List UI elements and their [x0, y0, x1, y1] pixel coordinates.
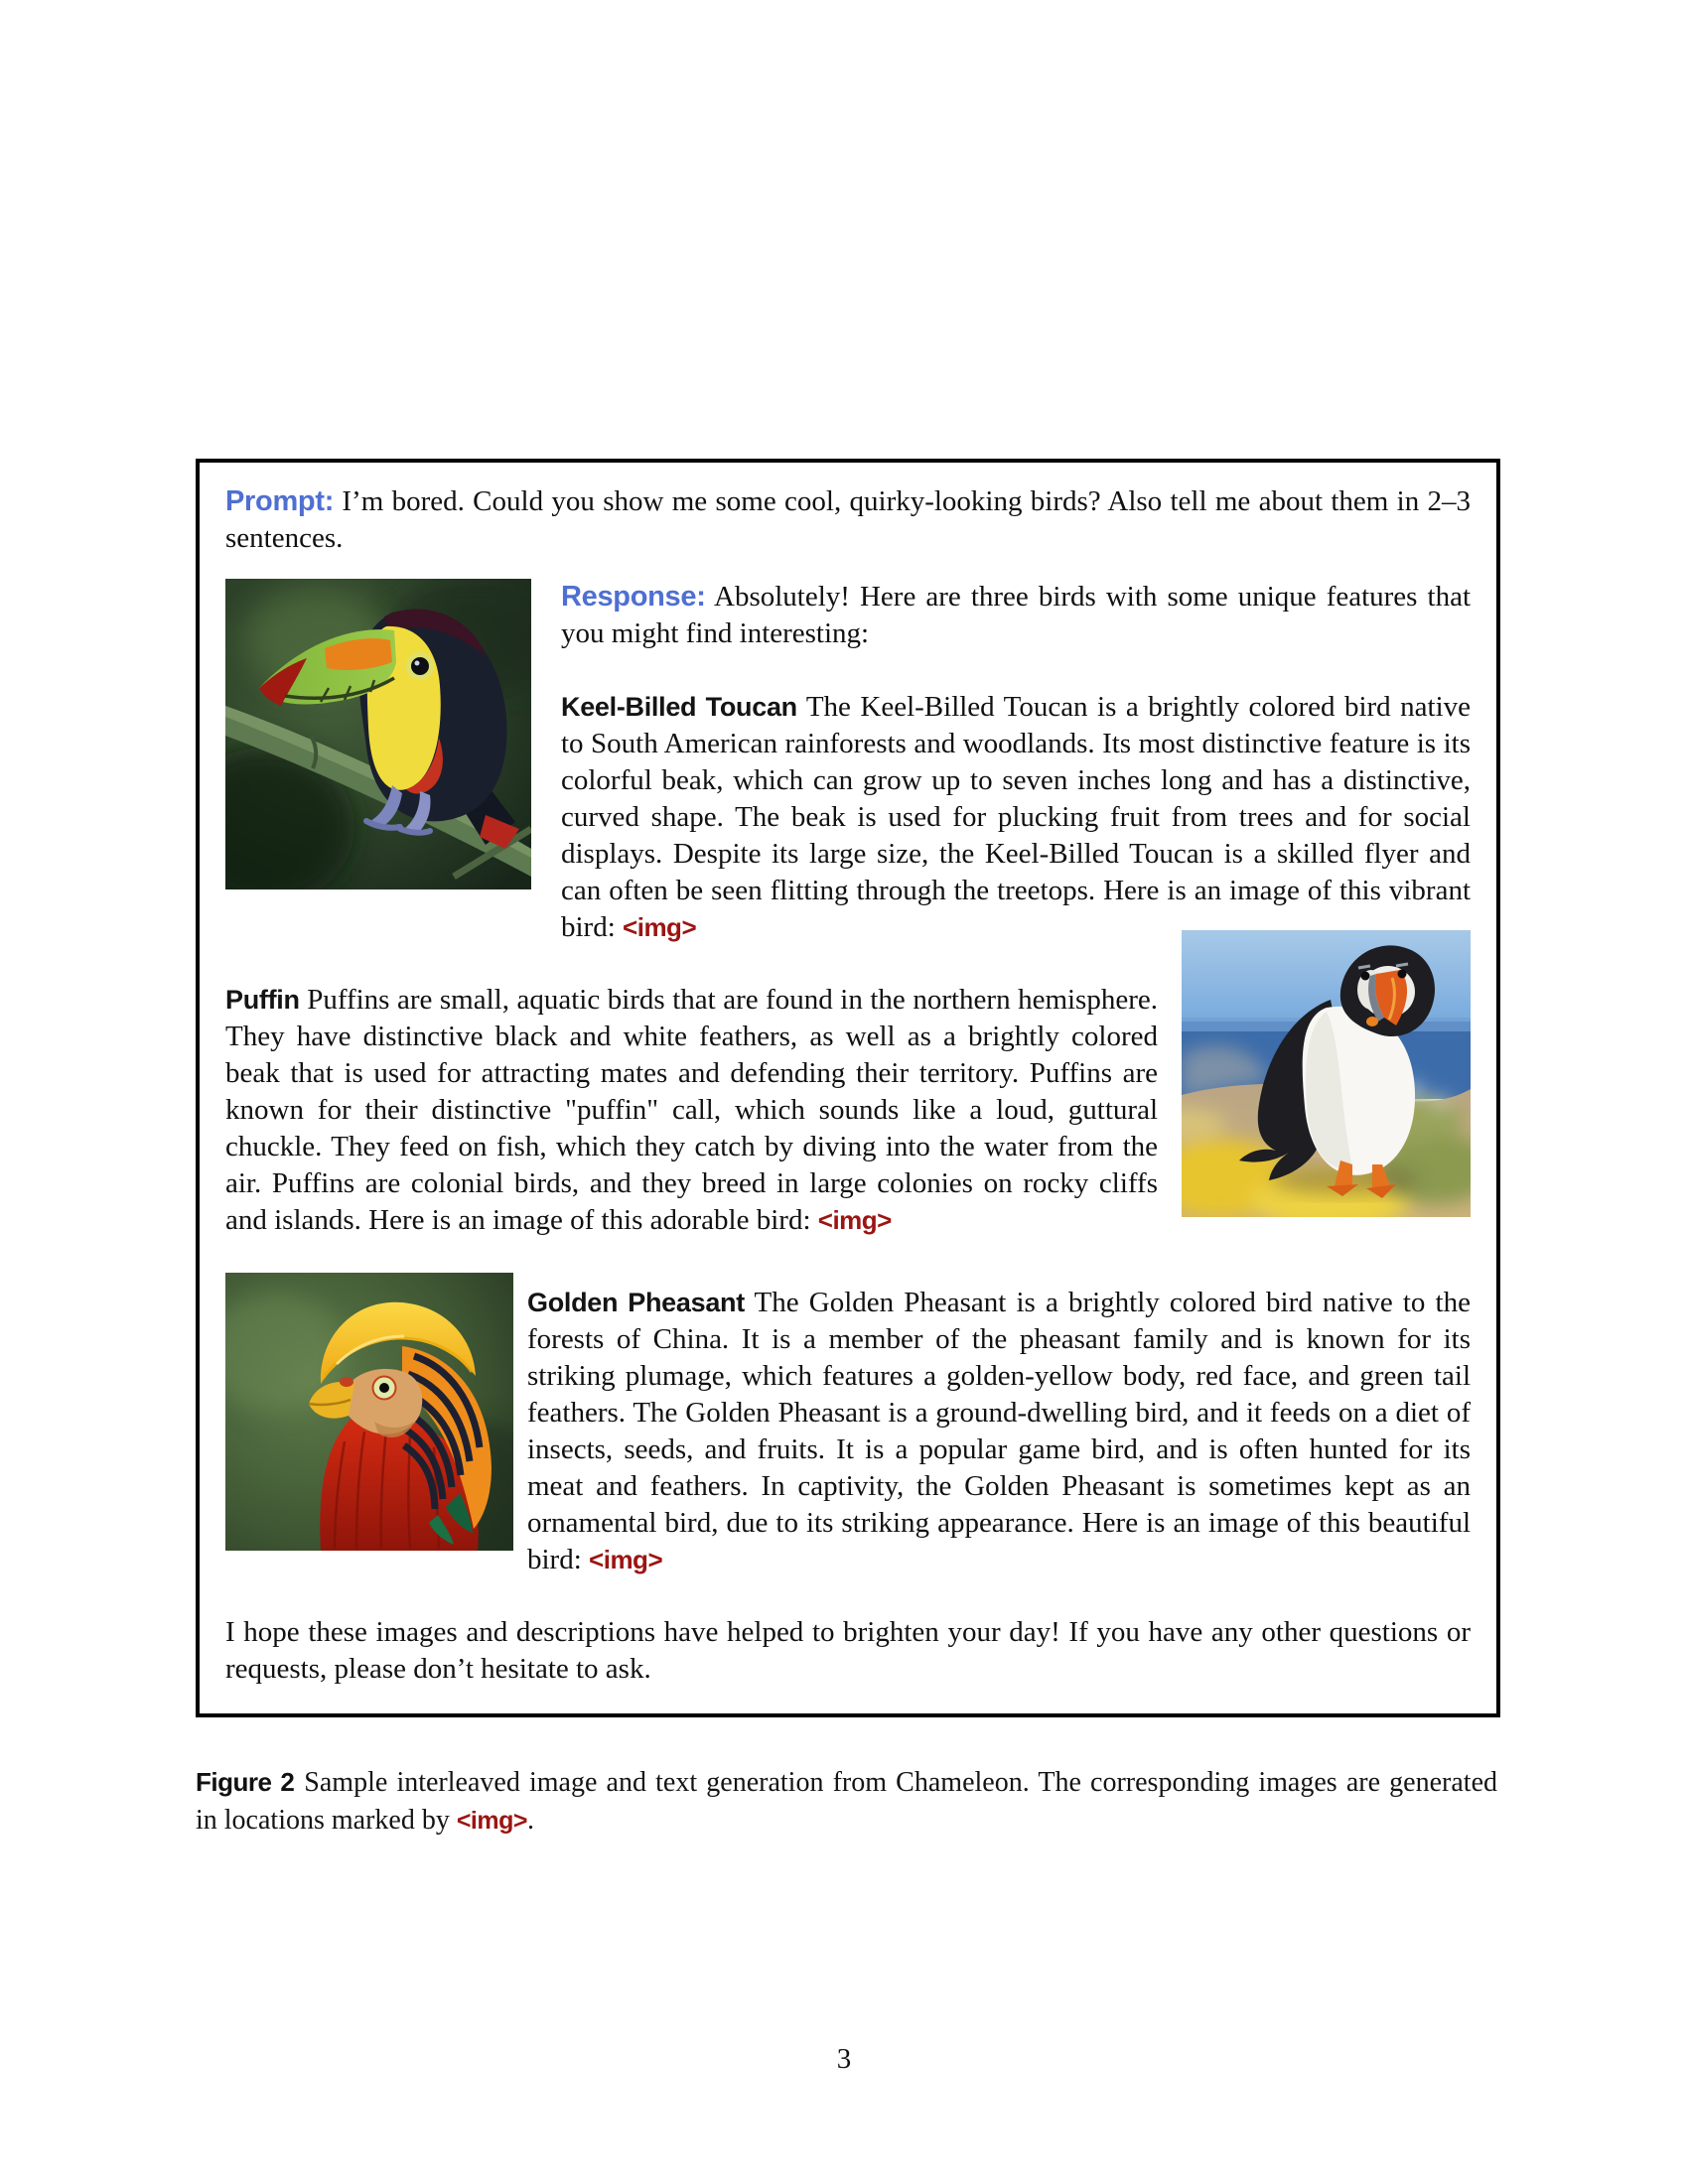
response-label: Response: [561, 581, 706, 613]
prompt-label: Prompt: [225, 485, 335, 517]
figure-label: Figure 2 [196, 1767, 295, 1797]
puffin-section [225, 982, 1471, 1239]
toucan-body-text: The Keel-Billed Toucan is a brightly colored bird native to South American rainforests and woodlands. Its most distinctive feature is its colorful beak, which can grow up to seven inches long and has a distinctive, curved shape. The beak is used for plucking fruit from trees and for social displays. Despite its large size, the Keel-Billed Toucan is a skilled flyer and can often be seen flitting through the treetops. Here is an image of this vibrant bird: [561, 691, 1471, 943]
toucan-heading: Keel-Billed Toucan [561, 692, 797, 722]
pheasant-text-column [527, 1273, 1471, 1578]
caption-period: . [526, 1805, 534, 1836]
pheasant-section [225, 1273, 1471, 1578]
puffin-heading: Puffin [225, 985, 300, 1015]
puffin-text-column [225, 982, 1158, 1239]
prompt-paragraph [225, 483, 1471, 557]
img-token: <img> [623, 912, 697, 942]
content-column [196, 459, 1500, 1840]
pheasant-paragraph [527, 1285, 1471, 1578]
caption-text: Sample interleaved image and text generation from Chameleon. The corresponding images are generated in locations marked by [196, 1767, 1497, 1836]
golden-pheasant-image [225, 1273, 513, 1551]
img-token: <img> [456, 1807, 527, 1835]
closing-paragraph: I hope these images and descriptions have helped to brighten your day! If you have any other questions or requests, please don’t hesitate to ask. [225, 1616, 1471, 1685]
response-paragraph [561, 579, 1471, 652]
keel-billed-toucan-image [225, 579, 531, 889]
puffin-image [1182, 930, 1471, 1217]
pheasant-body-text: The Golden Pheasant is a brightly colored bird native to the forests of China. It is a member of the pheasant family and is known for its striking plumage, which features a golden-yellow body, red face, and green tail feathers. The Golden Pheasant is a ground-dwelling bird, and it feeds on a diet of insects, seeds, and fruits. It is a popular game bird, and is often hunted for its meat and feathers. In captivity, the Golden Pheasant is sometimes kept as an ornamental bird, due to its striking appearance. Here is an image of this beautiful bird: [527, 1287, 1471, 1575]
puffin-paragraph [225, 982, 1158, 1239]
response-intro-text: Absolutely! Here are three birds with some unique features that you might find interesting: [561, 581, 1471, 649]
chat-example-box [196, 459, 1500, 1717]
pheasant-heading: Golden Pheasant [527, 1288, 745, 1317]
response-text-column [561, 579, 1471, 946]
img-token: <img> [817, 1205, 892, 1235]
prompt-text: I’m bored. Could you show me some cool, quirky-looking birds? Also tell me about them in 2–3 sentences. [225, 485, 1472, 554]
img-token: <img> [589, 1545, 663, 1574]
page-number: 3 [836, 2043, 852, 2075]
figure-caption [196, 1763, 1497, 1840]
toucan-section [225, 579, 1471, 946]
toucan-paragraph [561, 689, 1471, 946]
puffin-body-text: Puffins are small, aquatic birds that are found in the northern hemisphere. They have distinctive black and white feathers, as well as a brightly colored beak that is used for attracting mates and defending their territory. Puffins are known for their distinctive "puffin" call, which sounds like a loud, guttural chuckle. They feed on fish, which they catch by diving into the water from the air. Puffins are colonial birds, and they breed in large colonies on rocky cliffs and islands. Here is an image of this adorable bird: [225, 984, 1158, 1236]
